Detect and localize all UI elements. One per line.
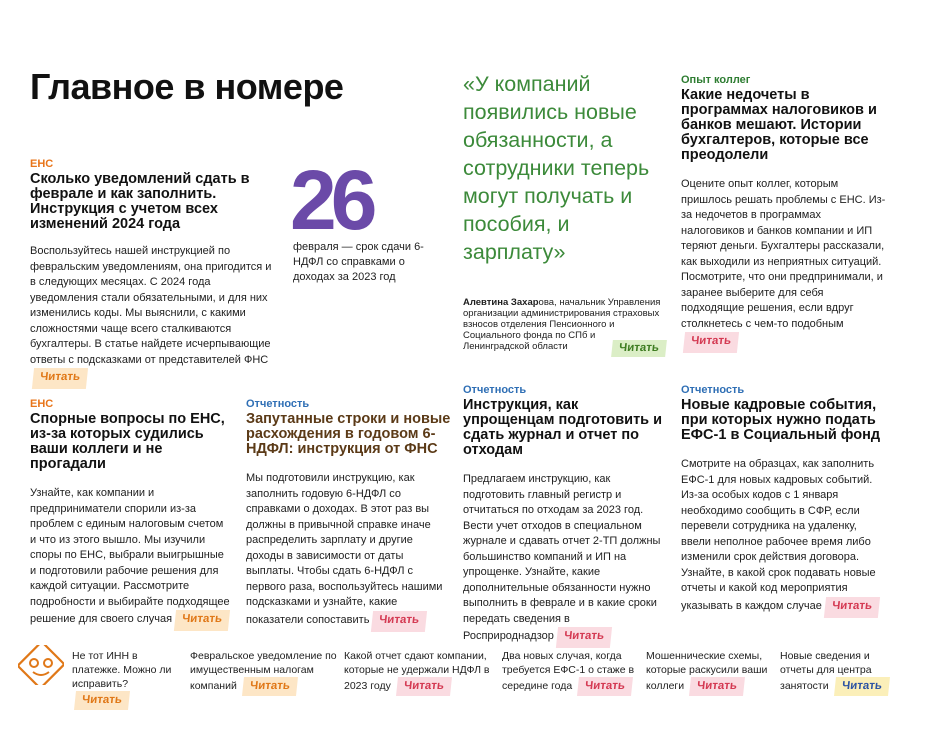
article-category: Отчетность (463, 384, 527, 396)
highlight-caption: февраля — срок сдачи 6-НДФЛ со справками о доходах за 2023 год (293, 241, 424, 283)
article-body: Мы подготовили инструкцию, как заполнить годовую 6-НДФЛ со справками о доходах. В этот раз вы должны в привычной справке иначе распределить зарплату и другие доходы в зависимости от даты выплаты. Чтобы сдать 6-НДФЛ с первого раза, воспользуйтесь нашими подсказками и узнайте, какие показатели сопоставить Читать (246, 471, 451, 631)
article-body: Смотрите на образцах, как заполнить ЕФС-1 для новых кадровых событий. Из-за особых кодов с 1 января необходимо сообщить в СФР, если перевели сотрудника на удаленку, ввели неполное рабочее время либо изменили срок действия договора. Узнайте, в какой срок подавать новые отчеты и какой код мероприятия указывать в каждом случае Читать (681, 457, 886, 617)
footer-item: Февральское уведомление по имущественным налогам компаний Читать (190, 649, 338, 696)
read-button[interactable]: Читать (242, 677, 298, 696)
page-title: Главное в номере (30, 66, 344, 107)
article-ens-notifications (30, 158, 275, 389)
article-ens-disputes (30, 398, 230, 631)
read-button[interactable]: Читать (689, 677, 745, 696)
read-button[interactable]: Читать (32, 368, 88, 389)
footer-item: Какой отчет сдают компании, которые не удержали НДФЛ в 2023 году Читать (344, 649, 496, 696)
footer-item: Два новых случая, когда требуется ЕФС-1 о стаже в середине года Читать (502, 649, 642, 696)
read-button[interactable]: Читать (611, 340, 667, 357)
article-category: Опыт коллег (681, 74, 751, 86)
article-headline[interactable]: Сколько уведомлений сдать в феврале и как заполнить. Инструкция с учетом всех изменений 2024 года (30, 171, 250, 232)
smiley-face-icon (18, 645, 64, 685)
article-body: Предлагаем инструкцию, как подготовить главный регистр и отчитаться по отходам за 2023 год. Вести учет отходов в специальном журнале и сдавать отчет 2-ТП должны большинство компаний и ИП на упрощенке. Узнайте, какие дополнительные обязанности нужно выполнить в феврале и в какие сроки передать сведения в Росприроднадзор Читать (463, 472, 663, 648)
article-headline[interactable]: Новые кадровые события, при которых нужно подать ЕФС-1 в Социальный фонд (681, 397, 881, 443)
read-button[interactable]: Читать (74, 691, 130, 710)
highlight-number: 26 (290, 153, 372, 247)
article-category: Отчетность (681, 384, 745, 396)
read-button[interactable]: Читать (834, 677, 890, 696)
read-button[interactable]: Читать (556, 627, 612, 648)
footer-item: Не тот ИНН в платежке. Можно ли исправить? Читать (72, 649, 182, 710)
article-category: Отчетность (246, 398, 310, 410)
quote-text: «У компаний появились новые обязанности, а сотрудники теперь могут получать и пособия, и зарплату» (463, 72, 650, 264)
read-button[interactable]: Читать (396, 677, 452, 696)
article-waste-report (463, 384, 663, 648)
article-headline[interactable]: Запутанные строки и новые расхождения в годовом 6-НДФЛ: инструкция от ФНС (246, 411, 451, 457)
footer-item: Новые сведения и отчеты для центра занятости Читать (780, 649, 890, 696)
quote-read-wrap (609, 338, 666, 357)
read-button[interactable]: Читать (371, 611, 427, 632)
article-headline[interactable]: Спорные вопросы по ЕНС, из-за которых судились ваши коллеги и не прогадали (30, 411, 225, 472)
article-body: Узнайте, как компании и предприниматели спорили из-за проблем с единым налоговым счетом и что из этого вышло. Мы изучили споры по ЕНС, выбрали выигрышные и подготовили рабочие решения для каждой ситуации. Рассмотрите подробности и выбирайте подходящее решение для своего случая Читать (30, 486, 230, 631)
article-colleagues-experience (681, 74, 886, 353)
article-category: ЕНС (30, 158, 54, 170)
article-body: Оцените опыт коллег, которым пришлось решать проблемы с ЕНС. Из-за недочетов в программах налоговиков и банков компании и ИП теряют деньги. Бухгалтеры рассказали, как выходили из неприятных ситуаций. Посмотрите, что они предпринимали, и заранее выберите для себя подходящие решения, если вдруг столкнетесь с чем-то подобнымЧитать (681, 177, 886, 353)
read-button[interactable]: Читать (824, 597, 880, 618)
article-headline[interactable]: Какие недочеты в программах налоговиков и банков мешают. Истории бухгалтеров, которые все преодолели (681, 87, 877, 163)
footer-item: Мошеннические схемы, которые раскусили ваши коллеги Читать (646, 649, 776, 696)
quote-author: Алевтина Захарова, начальник Управления организации администрирования страховых взносов отделения Пенсионного и Социального фонда по СПб и Ленинградской области (463, 297, 661, 352)
read-button[interactable]: Читать (683, 332, 739, 353)
read-button[interactable]: Читать (174, 610, 230, 631)
article-efs1-events (681, 384, 886, 617)
article-6ndfl (246, 398, 451, 631)
read-button[interactable]: Читать (577, 677, 633, 696)
author-name: Алевтина Захар (463, 297, 539, 308)
article-body: Воспользуйтесь нашей инструкцией по февральским уведомлениям, она пригодится и в следующих месяцах. С 2024 года уведомления стали обязательными, и для них изменились коды. Мы выяснили, с какими сложностями чаще всего сталкиваются бухгалтеры. В статье найдете исчерпывающие ответы с подсказками от представителей ФНСЧитать (30, 244, 275, 389)
article-headline[interactable]: Инструкция, как упрощенцам подготовить и сдать журнал и отчет по отходам (463, 397, 663, 458)
article-category: ЕНС (30, 398, 54, 410)
